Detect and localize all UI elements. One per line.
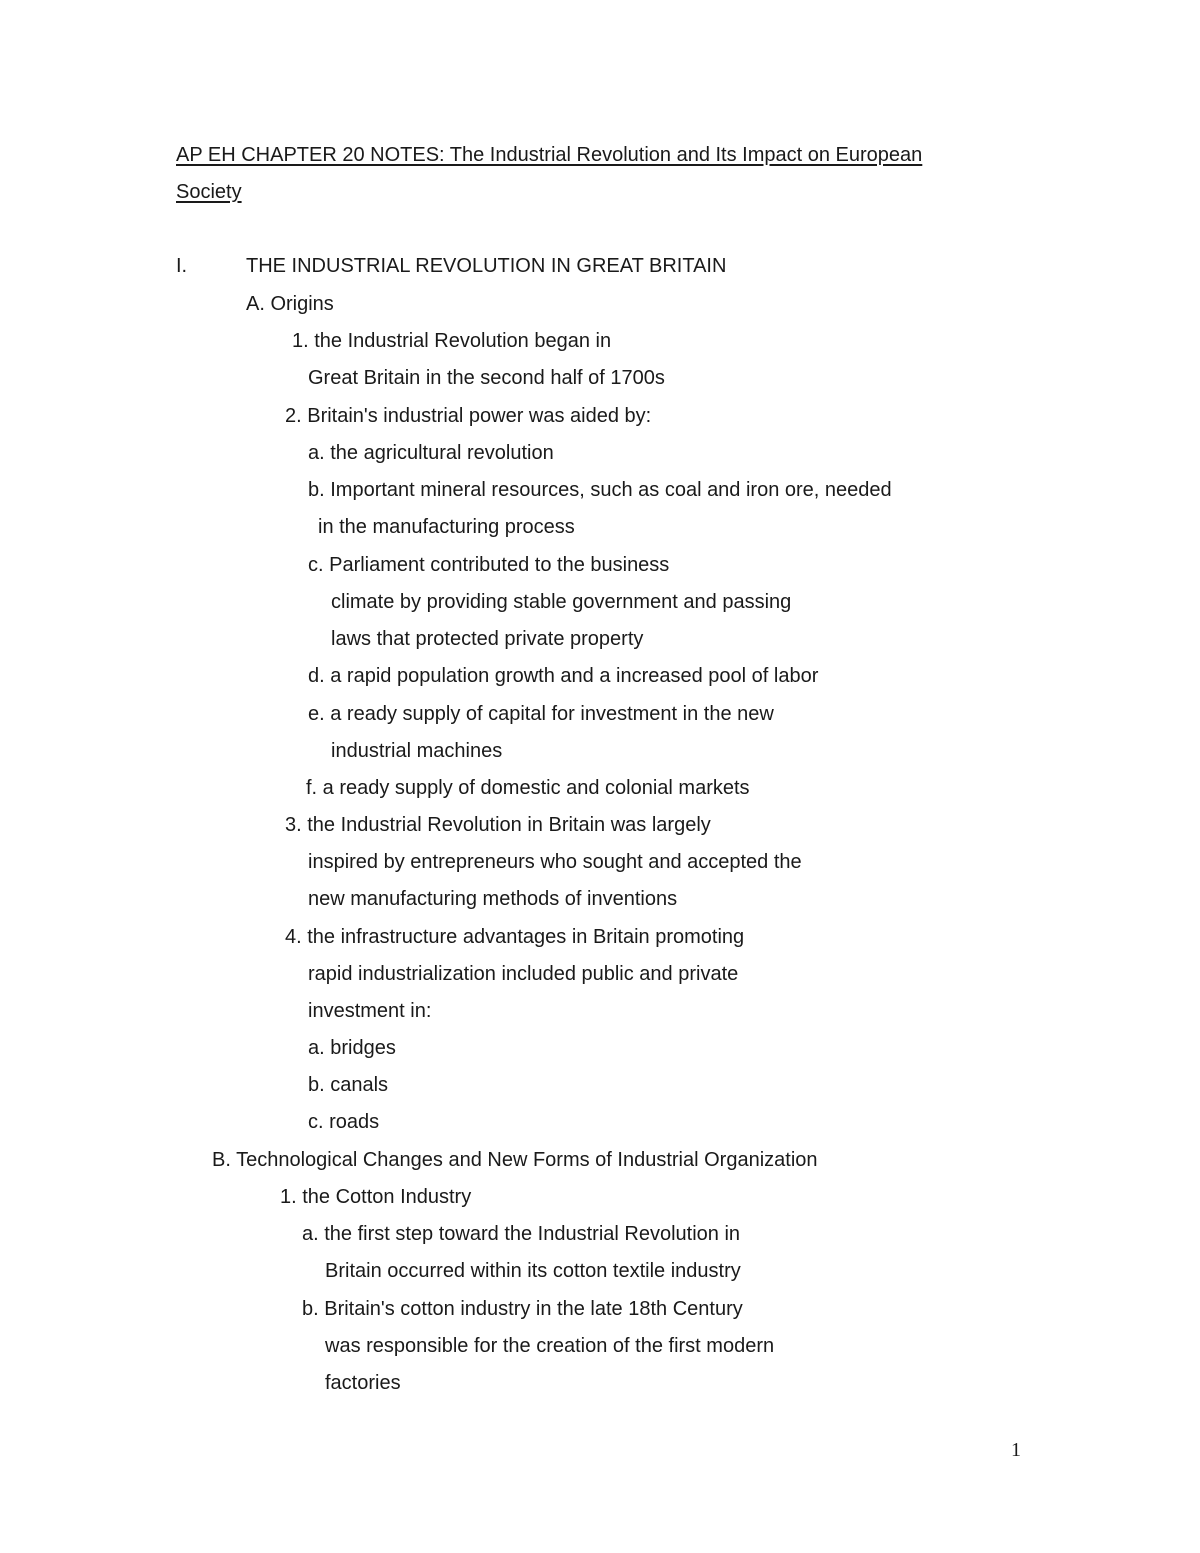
- subsection-a-heading: A. Origins: [246, 293, 334, 315]
- outline-line: was responsible for the creation of the first modern: [325, 1335, 775, 1357]
- outline-line: 1. the Industrial Revolution began in: [292, 330, 612, 352]
- section-numeral: I.: [176, 255, 188, 277]
- outline-line: rapid industrialization included public and private: [308, 963, 739, 985]
- outline-line: b. canals: [308, 1074, 389, 1096]
- outline-line: 3. the Industrial Revolution in Britain was largely: [285, 814, 711, 836]
- outline-line: c. roads: [308, 1111, 380, 1133]
- outline-line: new manufacturing methods of inventions: [308, 888, 678, 910]
- outline-line: a. the first step toward the Industrial Revolution in: [302, 1223, 741, 1245]
- outline-line: industrial machines: [331, 740, 503, 762]
- page-number: 1: [1011, 1439, 1021, 1461]
- outline-line: factories: [325, 1372, 401, 1394]
- outline-line: b. Britain's cotton industry in the late 18th Century: [302, 1298, 743, 1320]
- outline-line: Britain occurred within its cotton textile industry: [325, 1260, 741, 1282]
- outline-line: b. Important mineral resources, such as coal and iron ore, needed: [308, 479, 892, 501]
- outline-line: inspired by entrepreneurs who sought and accepted the: [308, 851, 802, 873]
- subsection-b-heading: B. Technological Changes and New Forms of Industrial Organization: [212, 1149, 818, 1171]
- outline-line: d. a rapid population growth and a increased pool of labor: [308, 665, 819, 687]
- outline-line: laws that protected private property: [331, 628, 644, 650]
- outline-line: e. a ready supply of capital for investment in the new: [308, 703, 774, 725]
- outline-line: f. a ready supply of domestic and colonial markets: [306, 777, 750, 799]
- outline-line: investment in:: [308, 1000, 432, 1022]
- outline-line: a. bridges: [308, 1037, 396, 1059]
- document-title-line1: AP EH CHAPTER 20 NOTES: The Industrial Revolution and Its Impact on European: [176, 144, 923, 166]
- outline-line: a. the agricultural revolution: [308, 442, 554, 464]
- outline-line: c. Parliament contributed to the business: [308, 554, 670, 576]
- outline-line: 1. the Cotton Industry: [280, 1186, 472, 1208]
- outline-line: Great Britain in the second half of 1700s: [308, 367, 665, 389]
- outline-line: 4. the infrastructure advantages in Britain promoting: [285, 926, 745, 948]
- outline-line: climate by providing stable government and passing: [331, 591, 792, 613]
- outline-line: in the manufacturing process: [318, 516, 575, 538]
- section-heading: THE INDUSTRIAL REVOLUTION IN GREAT BRITAIN: [246, 255, 727, 277]
- document-title-line2: Society: [176, 181, 242, 203]
- outline-line: 2. Britain's industrial power was aided by:: [285, 405, 652, 427]
